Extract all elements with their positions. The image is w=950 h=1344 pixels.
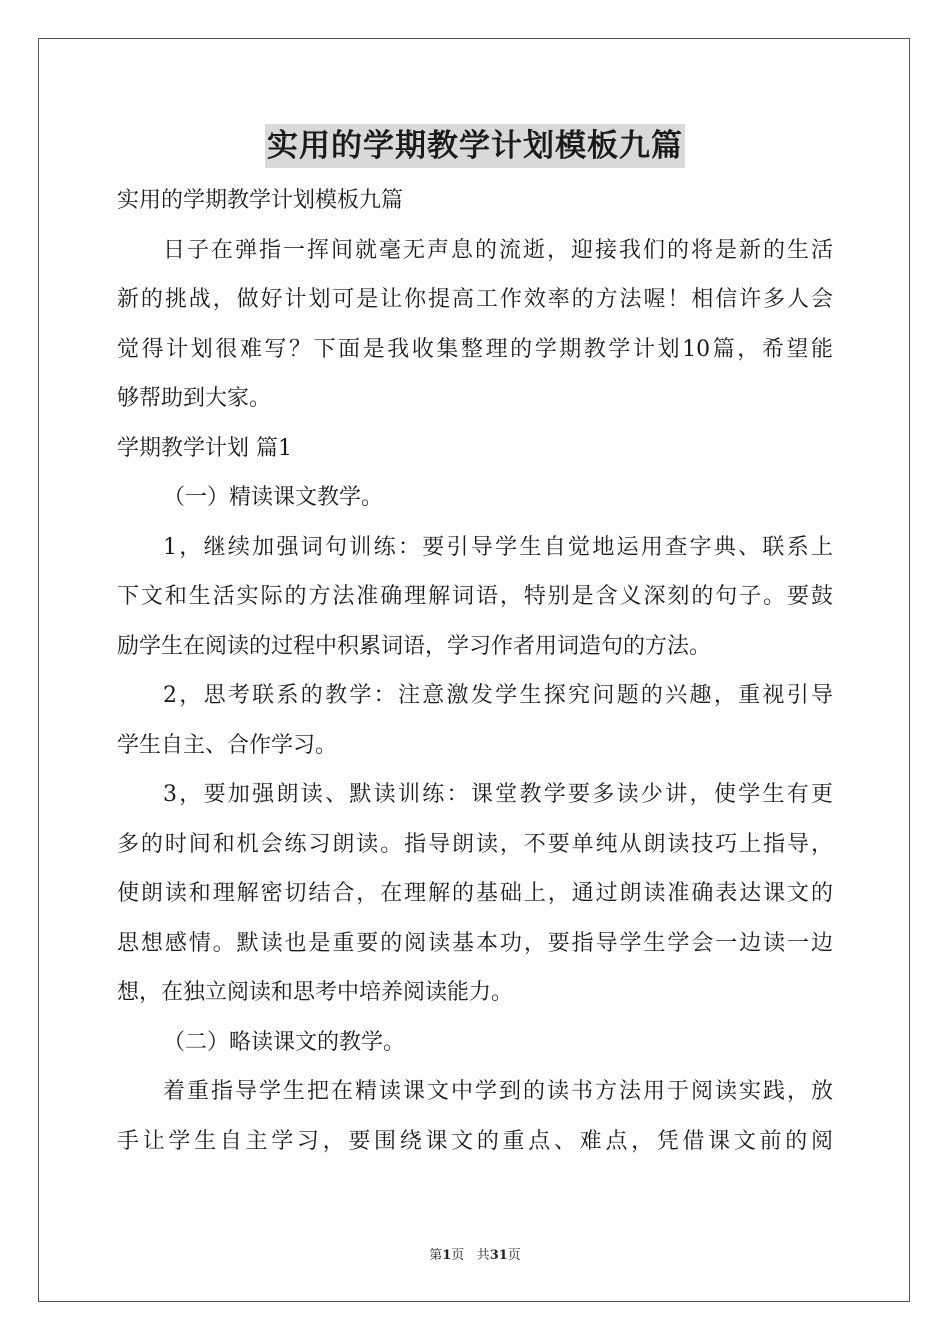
footer-page-prefix: 第 — [429, 1248, 443, 1263]
document-title: 实用的学期教学计划模板九篇 — [265, 124, 685, 168]
text-line: 新的挑战，做好计划可是让你提高工作效率的方法喔！相信许多人会 — [117, 287, 833, 312]
title-container — [0, 124, 950, 168]
text-line: 励学生在阅读的过程中积累词语，学习作者用词造句的方法。 — [117, 633, 712, 659]
text-line: 着重指导学生把在精读课文中学到的读书方法用于阅读实践，放 — [163, 1079, 833, 1104]
text-line: 学生自主、合作学习。 — [117, 732, 338, 758]
text-line: 使朗读和理解密切结合，在理解的基础上，通过朗读准确表达课文的 — [117, 881, 833, 906]
text-line: 学期教学计划 篇1 — [117, 435, 292, 461]
text-line: （二）略读课文的教学。 — [163, 1029, 406, 1055]
text-line: 想，在独立阅读和思考中培养阅读能力。 — [117, 980, 514, 1005]
document-body — [117, 176, 833, 1166]
text-line: （一）精读课文教学。 — [163, 485, 384, 510]
footer-page-number: 1 — [442, 1248, 452, 1263]
text-line: 1，继续加强词句训练：要引导学生自觉地运用查字典、联系上 — [163, 534, 833, 560]
text-line: 日子在弹指一挥间就毫无声息的流逝，迎接我们的将是新的生活 — [163, 237, 833, 263]
text-line: 思想感情。默读也是重要的阅读基本功，要指导学生学会一边读一边 — [117, 930, 833, 956]
text-line: 3，要加强朗读、默读训练：课堂教学要多读少讲，使学生有更 — [163, 782, 833, 807]
footer-page-suffix: 页 — [451, 1248, 465, 1263]
text-line: 觉得计划很难写？下面是我收集整理的学期教学计划10篇，希望能 — [117, 336, 833, 362]
page-footer — [0, 1244, 950, 1263]
footer-total-pages: 31 — [489, 1248, 508, 1263]
footer-total-prefix: 共 — [476, 1248, 490, 1263]
text-line: 2，思考联系的教学：注意激发学生探究问题的兴趣，重视引导 — [163, 683, 833, 708]
text-line: 多的时间和机会练习朗读。指导朗读，不要单纯从朗读技巧上指导， — [117, 831, 833, 857]
text-line: 实用的学期教学计划模板九篇 — [117, 188, 404, 213]
text-line: 够帮助到大家。 — [117, 386, 272, 411]
text-line: 下文和生活实际的方法准确理解词语，特别是含义深刻的句子。要鼓 — [117, 584, 833, 609]
text-line: 手让学生自主学习，要围绕课文的重点、难点，凭借课文前的阅 — [117, 1128, 833, 1154]
footer-total-suffix: 页 — [507, 1248, 521, 1263]
